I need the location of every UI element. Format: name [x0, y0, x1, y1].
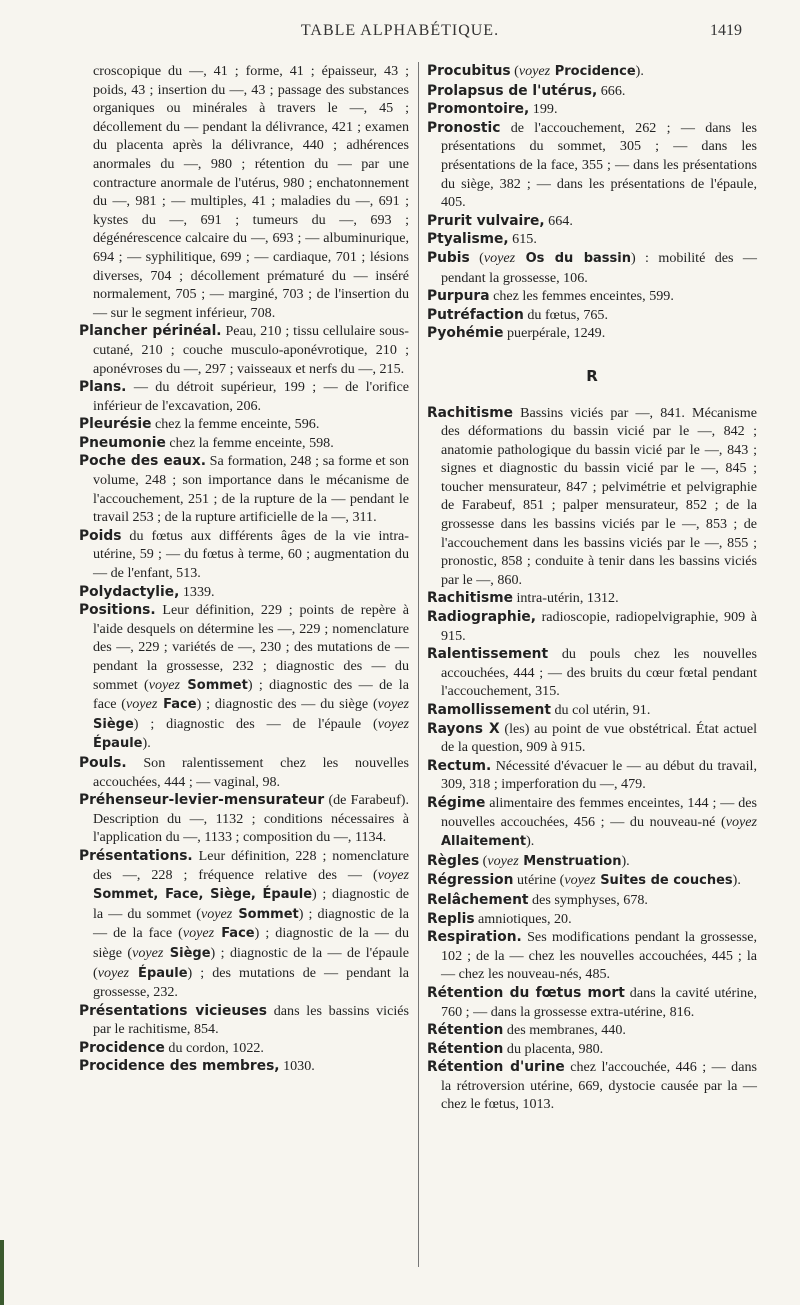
- left-column: [79, 62, 409, 1076]
- running-title: TABLE ALPHABÉTIQUE.: [300, 22, 500, 39]
- index-entry: Rétention du placenta, 980.: [427, 1040, 604, 1057]
- index-entry: Présentations. Leur définition, 228 ; nomenclature des —, 228 ; fréquence relative des — (voyez Sommet, Face, Siège, Épaule) ; diagnostic de la — du sommet (voyez Sommet) ; diagnostic de la — de la face (voyez Face) ; diagnostic de la — du siège (voyez Siège) ; diagnostic de la — de l'épaule (voyez Épaule) ; des mutations de — pendant la grossesse, 232.: [79, 847, 409, 1001]
- index-entry: Pronostic de l'accouchement, 262 ; — dans les présentations du sommet, 305 ; — dans les présentations de la face, 355 ; — dans les présentations du siège, 382 ; — dans les présentations de l'épaule, 405.: [427, 119, 757, 211]
- index-entry: Purpura chez les femmes enceintes, 599.: [427, 288, 674, 305]
- index-entry: croscopique du —, 41 ; forme, 41 ; épaisseur, 43 ; poids, 43 ; insertion du —, 43 ; passage des substances organiques ou minérales à travers le —, 45 ; décollement du — pendant la délivrance, 421 ; examen du placenta après la délivrance, 440 ; adhérences anormales du —, 980 ; rétention du — par une contracture anormale de l'utérus, 980 ; enchatonnement du —, 981 ; — multiples, 41 ; maladies du —, 691 ; kystes du —, 691 ; tumeurs du —, 693 ; dégénérescence calcaire du —, 693 ; — albuminurique, 694 ; — syphilitique, 699 ; — cardiaque, 701 ; lésions diverses, 704 ; décollement prématuré du — inséré normalement, 705 ; — marginé, 703 ; de l'insertion du — sur le segment inférieur, 708.: [93, 63, 409, 321]
- index-entry: Rachitisme Bassins viciés par —, 841. Mécanisme des déformations du bassin vicié par le —, 842 ; anatomie pathologique du bassin vicié par le —, 843 ; signes et diagnostic du bassin vicié par le —, 845 ; toucher mensurateur, 847 ; pelvimétrie et pelvigraphie de Farabeuf, 851 ; palper mensurateur, 852 ; de la grossesse dans les bassins viciés par le —, 853 ; de l'accouchement dans les bassins viciés par le —, 855 ; pronostic, 858 ; conduite à tenir dans les bassins viciés par le —, 860.: [427, 404, 757, 588]
- index-entry: Pubis (voyez Os du bassin) : mobilité des — pendant la grossesse, 106.: [427, 249, 757, 286]
- index-entry: Préhenseur-levier-mensurateur (de Farabeuf). Description du —, 1132 ; conditions nécessaires à l'application du —, 1133 ; composition du —, 1134.: [79, 792, 409, 846]
- index-entry: Procidence des membres, 1030.: [79, 1058, 315, 1075]
- index-entry: Positions. Leur définition, 229 ; points de repère à l'aide desquels on détermine les —, 229 ; nomenclature des —, 229 ; variétés de —, 230 ; des mutations de — pendant la grossesse, 232 ; diagnostic des — du sommet (voyez Sommet) ; diagnostic des — de la face (voyez Face) ; diagnostic des — du siège (voyez Siège) ; diagnostic des — de l'épaule (voyez Épaule).: [79, 602, 409, 752]
- index-entry: Prurit vulvaire, 664.: [427, 212, 573, 229]
- column-divider: [418, 62, 419, 1267]
- index-entry: Polydactylie, 1339.: [79, 583, 215, 600]
- index-entry: Ptyalisme, 615.: [427, 231, 537, 248]
- right-column: [427, 62, 757, 1114]
- index-entry: Rétention d'urine chez l'accouchée, 446 ; — dans la rétroversion utérine, 669, dystocie causée par la — chez le fœtus, 1013.: [427, 1059, 757, 1113]
- index-entry: Présentations vicieuses dans les bassins viciés par le rachitisme, 854.: [79, 1002, 409, 1038]
- index-entry: Ralentissement du pouls chez les nouvelles accouchées, 444 ; — des bruits du cœur fœtal pendant l'accouchement, 315.: [427, 646, 757, 700]
- index-entry: Promontoire, 199.: [427, 101, 558, 118]
- index-entry: Procubitus (voyez Procidence).: [427, 63, 644, 79]
- index-entry: Putréfaction du fœtus, 765.: [427, 306, 608, 323]
- index-entry: Régression utérine (voyez Suites de couches).: [427, 872, 741, 889]
- index-entry: Plancher périnéal. Peau, 210 ; tissu cellulaire sous-cutané, 210 ; couche musculo-aponévrotique, 210 ; aponévroses du —, 297 ; vaisseaux et nerfs du —, 215.: [79, 323, 409, 377]
- page-edge-mark: [0, 1240, 4, 1305]
- index-entry: Prolapsus de l'utérus, 666.: [427, 82, 626, 99]
- index-entry: Relâchement des symphyses, 678.: [427, 891, 648, 908]
- index-entry: Procidence du cordon, 1022.: [79, 1039, 264, 1056]
- index-entry: Régime alimentaire des femmes enceintes, 144 ; — des nouvelles accouchées, 456 ; — du nouveau-né (voyez Allaitement).: [427, 794, 757, 850]
- index-entry: Poche des eaux. Sa formation, 248 ; sa forme et son volume, 248 ; son importance dans le mécanisme de l'accouchement, 251 ; de la rupture de la — pendant le travail 253 ; de la rupture artificielle de la —, 311.: [79, 453, 409, 526]
- index-entry: Replis amniotiques, 20.: [427, 910, 572, 927]
- index-entry: Radiographie, radioscopie, radiopelvigraphie, 909 à 915.: [427, 609, 757, 644]
- index-entry: Rétention des membranes, 440.: [427, 1022, 626, 1039]
- page-number: 1419: [710, 22, 742, 39]
- index-entry: Rectum. Nécessité d'évacuer le — au début du travail, 309, 318 ; imperforation du —, 479.: [427, 757, 757, 793]
- index-entry: Rachitisme intra-utérin, 1312.: [427, 590, 619, 607]
- index-entry: Rayons X (les) au point de vue obstétrical. État actuel de la question, 909 à 915.: [427, 720, 757, 756]
- index-entry: Poids du fœtus aux différents âges de la vie intra-utérine, 59 ; — du fœtus à terme, 60 ; augmentation du — de l'enfant, 513.: [79, 527, 409, 582]
- index-entry: Pyohémie puerpérale, 1249.: [427, 325, 606, 342]
- index-entry: Pouls. Son ralentissement chez les nouvelles accouchées, 444 ; — vaginal, 98.: [79, 754, 409, 790]
- index-entry: Règles (voyez Menstruation).: [427, 852, 630, 869]
- index-entry: Ramollissement du col utérin, 91.: [427, 702, 651, 718]
- index-entry: Plans. — du détroit supérieur, 199 ; — de l'orifice inférieur de l'excavation, 206.: [79, 379, 409, 414]
- index-entry: Rétention du fœtus mort dans la cavité utérine, 760 ; — dans la grossesse extra-utérine, 816.: [427, 984, 757, 1020]
- index-entry: Pneumonie chez la femme enceinte, 598.: [79, 434, 334, 451]
- index-entry: Pleurésie chez la femme enceinte, 596.: [79, 416, 320, 433]
- section-letter: R: [586, 366, 598, 385]
- index-entry: Respiration. Ses modifications pendant la grossesse, 102 ; de la — chez les nouvelles accouchées, 445 ; la — chez les nouveau-nés, 485.: [427, 929, 757, 983]
- page-header: [0, 22, 800, 46]
